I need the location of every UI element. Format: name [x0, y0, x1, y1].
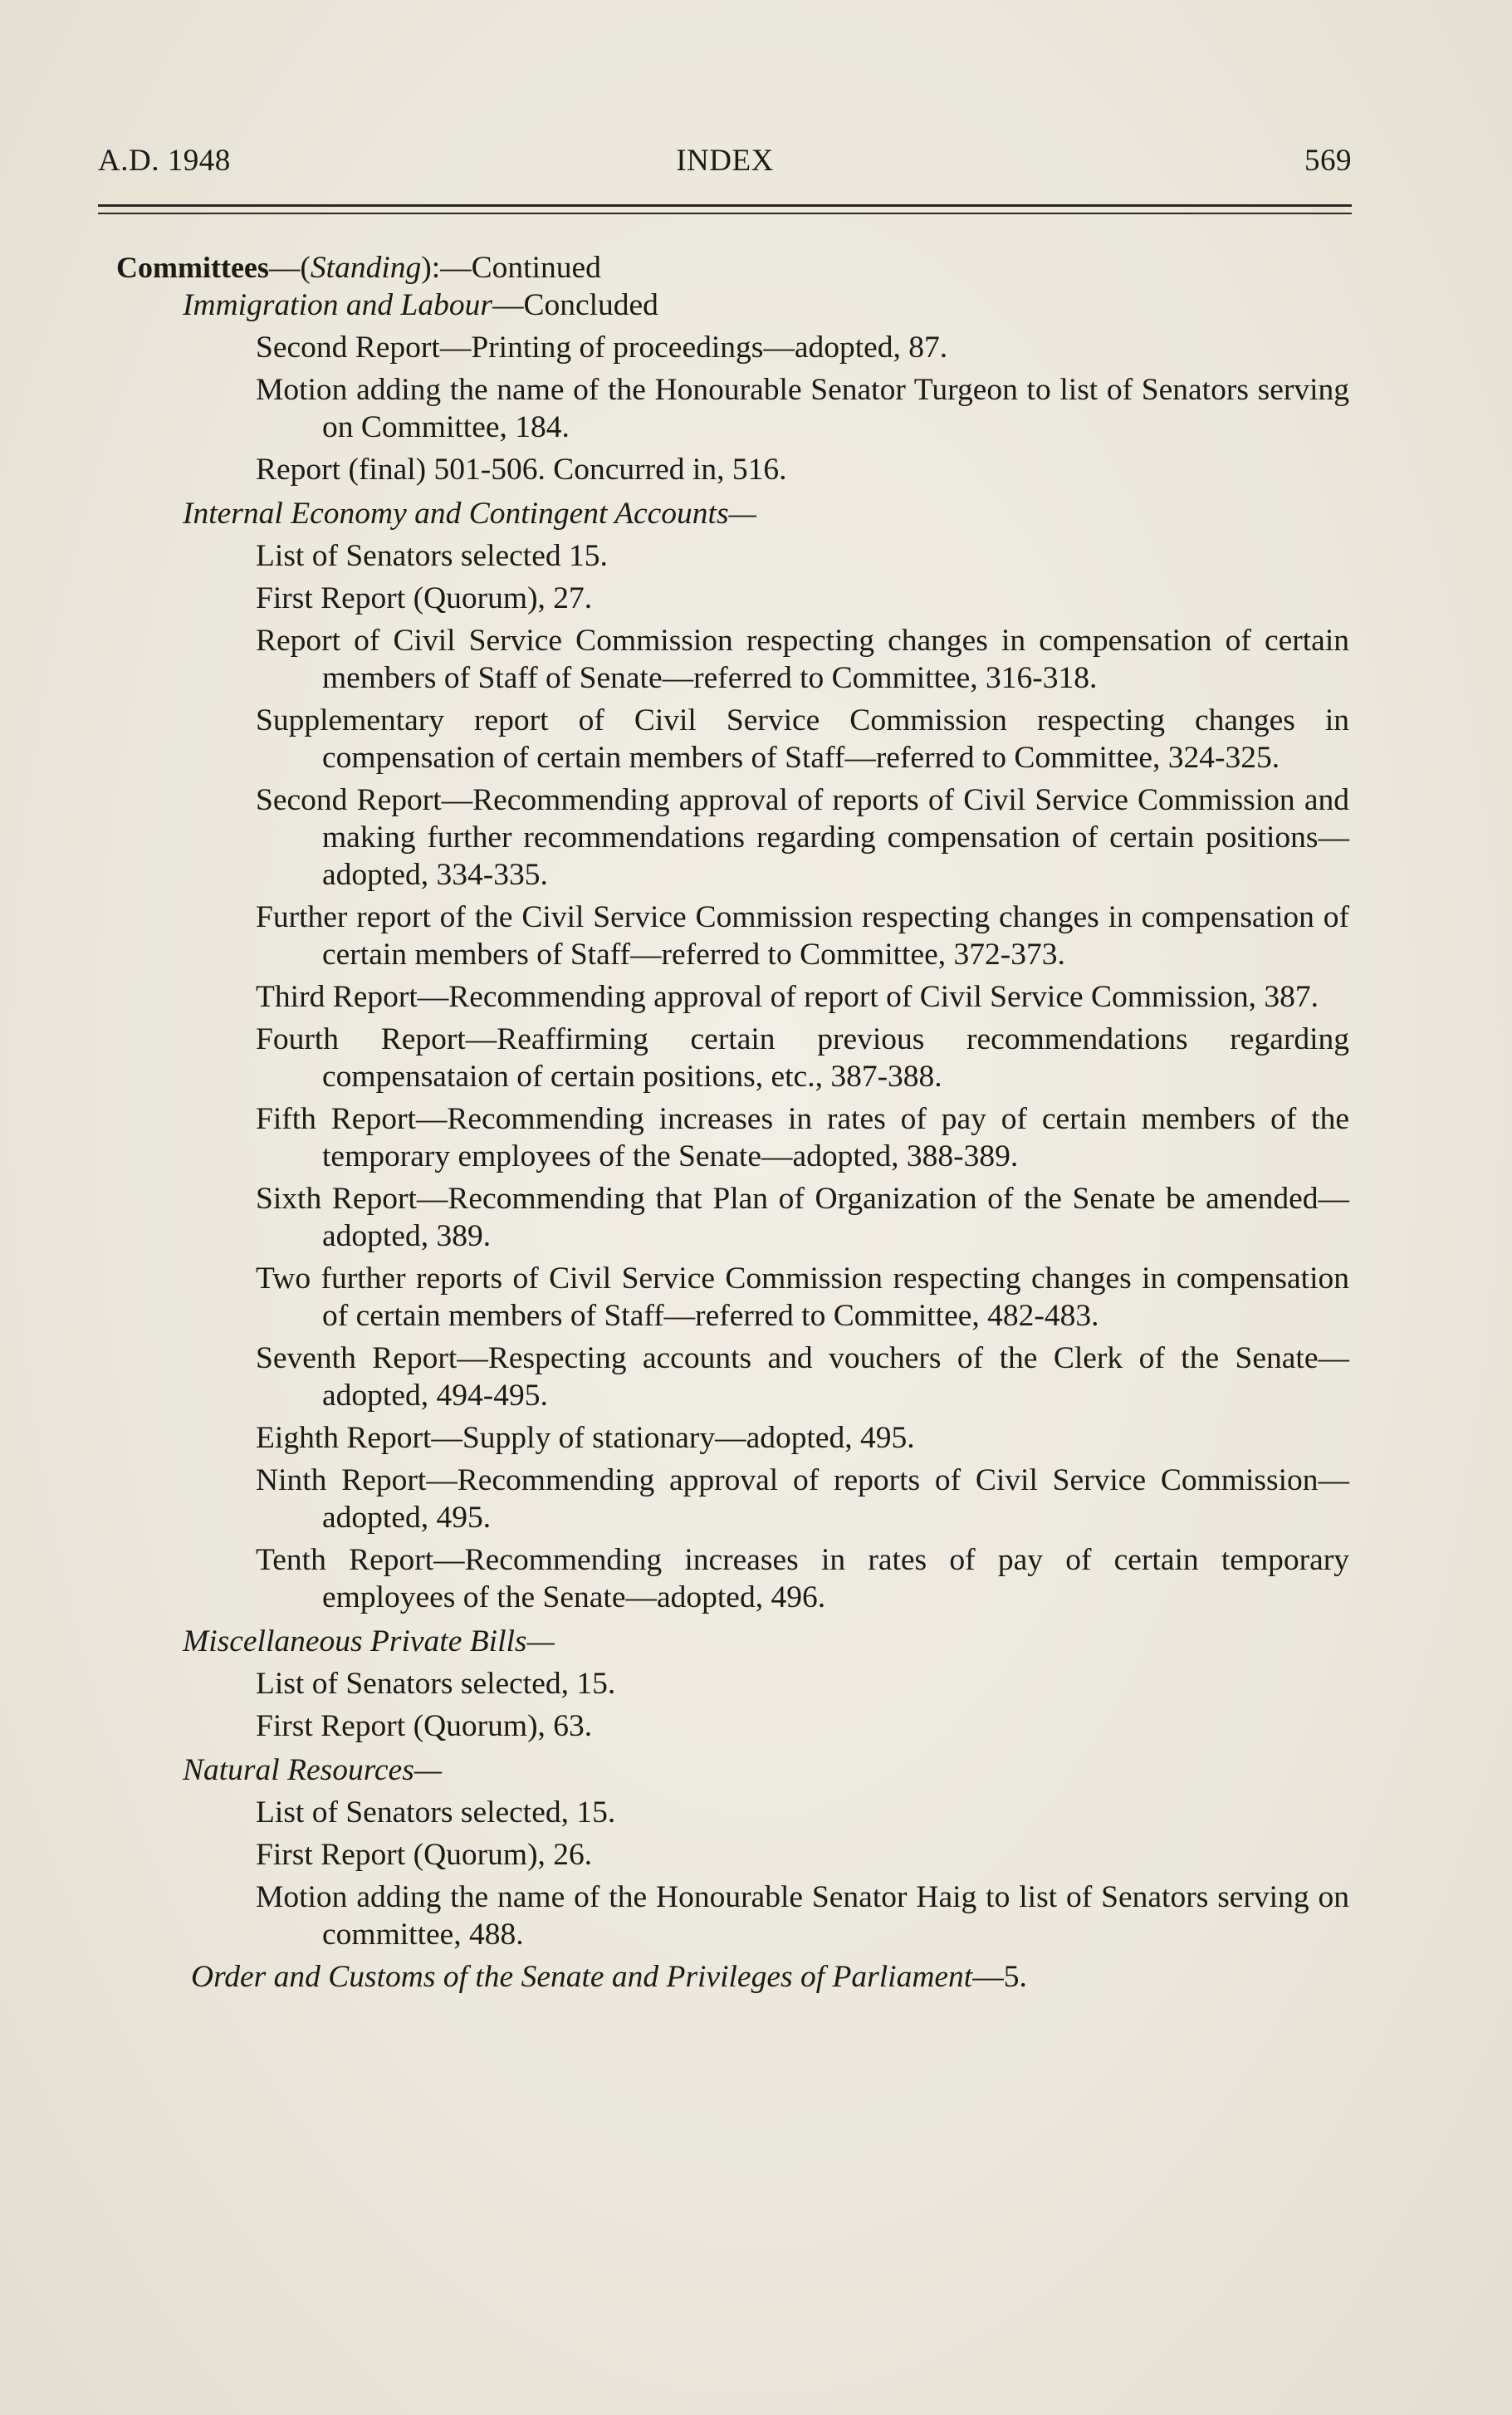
entry-heading	[116, 249, 1349, 287]
index-item: Further report of the Civil Service Commission respecting changes in compensation of certain members of Staff—referred to Committee, 372-373.	[256, 900, 1349, 972]
index-item: Supplementary report of Civil Service Commission respecting changes in compensation of certain members of Staff—referred to Committee, 324-325.	[256, 703, 1349, 775]
index-item: Report (final) 501-506. Concurred in, 516.	[256, 453, 787, 487]
index-item: Fourth Report—Reaffirming certain previous recommendations regarding compensataion of certain positions, etc., 387-388.	[256, 1022, 1349, 1094]
index-item: Eighth Report—Supply of stationary—adopted, 495.	[256, 1421, 915, 1455]
index-item: First Report (Quorum), 26.	[256, 1838, 593, 1872]
running-head	[98, 143, 1352, 184]
subentry-title	[183, 1751, 1349, 1789]
index-item: Report of Civil Service Commission respecting changes in compensation of certain members of Staff of Senate—referred to Committee, 316-318.	[256, 624, 1349, 695]
entry-heading-italic: Standing	[310, 251, 422, 285]
index-item: Third Report—Recommending approval of report of Civil Service Commission, 387.	[256, 980, 1319, 1014]
index-item: Motion adding the name of the Honourable Senator Haig to list of Senators serving on committee, 488.	[256, 1880, 1349, 1952]
subentry-list	[116, 287, 1349, 1953]
index-item: Tenth Report—Recommending increases in rates of pay of certain temporary employees of the Senate—adopted, 496.	[256, 1543, 1349, 1614]
index-item: List of Senators selected, 15.	[256, 1667, 616, 1701]
index-item: Seventh Report—Respecting accounts and vouchers of the Clerk of the Senate—adopted, 494-495.	[256, 1341, 1349, 1413]
header-rule-top	[98, 204, 1352, 207]
final-entry-page: —5.	[972, 1960, 1027, 1994]
index-item: Motion adding the name of the Honourable Senator Turgeon to list of Senators serving on Committee, 184.	[256, 373, 1349, 444]
header-title: INDEX	[676, 144, 774, 178]
subentry-title-suffix: —Concluded	[492, 288, 658, 322]
index-item: First Report (Quorum), 27.	[256, 581, 593, 615]
entry-heading-rest: ):—Continued	[421, 251, 601, 285]
subentry-title	[183, 287, 1349, 324]
header-year: A.D. 1948	[98, 144, 231, 178]
index-item: Two further reports of Civil Service Commission respecting changes in compensation of certain members of Staff—referred to Committee, 482-483.	[256, 1261, 1349, 1333]
index-body	[116, 249, 1349, 1996]
subentry-title-text: Internal Economy and Contingent Accounts—	[183, 497, 756, 531]
entry-heading-bold: Committees	[116, 251, 269, 284]
index-item: List of Senators selected, 15.	[256, 1795, 616, 1830]
final-entry-italic: Order and Customs of the Senate and Privileges of Parliament	[191, 1960, 973, 1994]
index-item: Fifth Report—Recommending increases in rates of pay of certain members of the temporary employees of the Senate—adopted, 388-389.	[256, 1102, 1349, 1173]
index-item: Sixth Report—Recommending that Plan of Organization of the Senate be amended—adopted, 389.	[256, 1182, 1349, 1253]
index-item: Second Report—Recommending approval of reports of Civil Service Commission and making further recommendations regarding compensation of certain positions—adopted, 334-335.	[256, 783, 1349, 892]
index-item: List of Senators selected 15.	[256, 539, 608, 573]
subentry-title	[183, 1623, 1349, 1660]
subentry-title-text: Natural Resources—	[183, 1753, 443, 1787]
subentry-title-text: Immigration and Labour	[183, 288, 492, 322]
index-item: Ninth Report—Recommending approval of reports of Civil Service Commission—adopted, 495.	[256, 1463, 1349, 1535]
index-item: First Report (Quorum), 63.	[256, 1709, 593, 1743]
header-rule-bottom	[98, 213, 1352, 214]
subentry-title	[183, 495, 1349, 532]
entry-heading-dash: —(	[268, 251, 311, 285]
subentry-title-text: Miscellaneous Private Bills—	[183, 1624, 555, 1658]
final-entry	[191, 1958, 1349, 1996]
index-item: Second Report—Printing of proceedings—adopted, 87.	[256, 331, 948, 365]
page-number: 569	[1304, 144, 1352, 178]
